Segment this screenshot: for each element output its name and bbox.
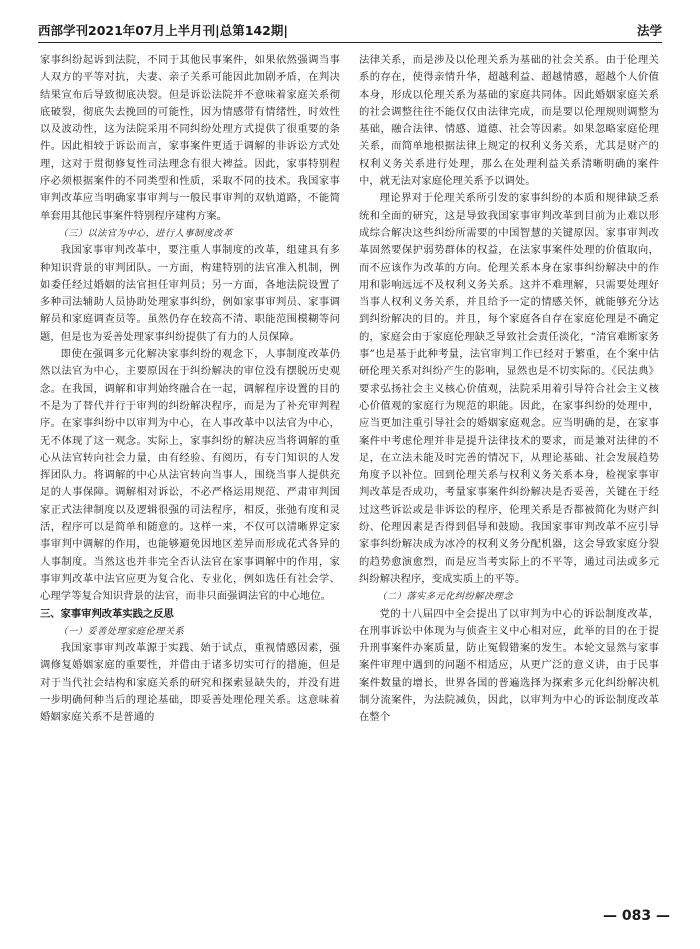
paragraph: 我国家事审判改革源于实践、始于试点，重视情感因素，强调修复婚姻家庭的重要性，并借由于诸多切实可行的措施，但是对于当代社会结构和家庭关系的研究和探索显缺失的，并没有进一步明确何种当后的理论基础，即妥善处理伦理关系。这意味着婚姻家庭关系不是普通的 [40,642,340,724]
paragraph: 家事纠纷起诉到法院，不同于其他民事案件，如果依然强调当事人双方的平等对抗，夫妻、亲子关系可能因此加剧矛盾，在判决结果宣布后导致彻底决裂。但是诉讼法院并不意味着家庭关系彻底破裂，彻底失去挽回的可能性，因为情感带有情绪性，时效性以及波动性，这为法院采用不同纠纷处理方式提供了很重要的条件。因此相较于诉讼而言，家事案件更适于调解的非诉讼方式处理，这对于贯彻修复性司法理念有很大裨益。因此，家事特别程序必须根据案件的不同类型和性质，采取不同的技术。我国家事审判改革应当明确家事审判与一般民事审判的双轨道路，不能简单套用其他民事案件特别程序建构方案。 [40,54,340,222]
right-column [359,52,659,900]
subsection-heading: （二）落实多元化纠纷解决理念 [377,591,514,603]
journal-title: 西部学刊2021年07月上半月刊|总第142期| [38,23,288,38]
section-heading: 三、家事审判改革实践之反思 [40,607,174,620]
subsection-heading: （一）妥善处理家庭伦理关系 [58,625,185,637]
page-number: — 083 — [603,908,670,924]
left-column [40,52,340,900]
paragraph: 我国家事审判改革中，要注重人事制度的改革，组建具有多种知识背景的审判团队。一方面，构建特别的法官准入机制，例如委任经过婚姻的法官担任审判员；另一方面，各地法院设置了多种司法辅助人员协助处理家事纠纷，例如家事审判员、家事调解员和家庭调查员等。虽然仍存在较高不清、职能范围模糊等问题，但是也为妥善处理家事纠纷提供了有力的人员保障。 [40,244,340,343]
paragraph: 法律关系，而是涉及以伦理关系为基础的社会关系。由于伦理关系的存在，使得亲情升华，超越利益、超越情感，超越个人价值本身，形成以伦理关系为基础的家庭共同体。因此婚姻家庭关系的社会调整往往不能仅仅由法律完成，而是要以伦理规则调整为基础，融合法律、情感、道德、社会等因素。如果忽略家庭伦理关系，而简单地根据法律上规定的权利义务关系，尤其是财产的权利义务关系进行处理，那么在处理利益关系清晰明确的案件中，就无法对家庭伦理关系予以调处。 [359,54,659,188]
page-header [38,18,662,43]
subsection-heading: （三）以法官为中心，进行人事制度改革 [58,227,233,239]
paragraph: 即使在强调多元化解决家事纠纷的观念下，人事制度改革仍然以法官为中心，主要原因在于纠纷解决的审位没有摆脱历史观念。在我国，调解和审判始终融合在一起，调解程序设置的目的不是为了替代并行于审判的纠纷解决程序，而是为了补充审判程序。在家事纠纷中以审判为中心，在人事改革中以法官为中心，无不体现了这一观念。实际上，家事纠纷的解决应当将调解的重心从法官转向社会力量，由有经验、有阅历，有专门知识的人发挥团队力。将调解的中心从法官转向当事人，围绕当事人提供充足的人事保障。调解相对诉讼，不必严格运用规范、严肃审判国家正式法律制度以及逻辑很强的司法程序，相反，张弛有度和灵活，程序可以是简单和随意的。这样一来，不仅可以清晰界定家事审判中调解的作用，也能够避免因地区差异而形成花式各异的人事制度。当然这也并非完全否认法官在家事调解中的作用，家事审判改革中法官应更为复合化、专业化，例如选任有社会学、心理学等复合知识背景的法官，而非只面强调法官的中心地位。 [40,348,340,603]
section-label: 法学 [636,23,662,38]
paragraph: 理论界对于伦理关系所引发的家事纠纷的本质和规律缺乏系统和全面的研究，这是导致我国家事审判改革到目前为止难以形成综合解决这些纠纷所需要的中国智慧的关键原因。家事审判改革固然要保护弱势群体的权益，在法家事案件处理的价值取向，而不应该作为改革的方向。伦理关系本身在家事纠纷解决中的作用和影响远远不及权利义务关系。这并不难理解，只需要处理好当事人权利义务关系，并且给予一定的情感关怀，就能够充分达到纠纷解决的目的。并且，每个家庭各自存在家庭伦理是不确定的，家庭会由于家庭伦理缺乏导致社会责任淡化，“清官难断家务事”也是基于此种考量，法官审判工作已经对于繁重，在个案中估研伦理关系对纠纷产生的影响，显然也是不切实际的。《民法典》要求弘扬社会主义核心价值观，法院采用着引导符合社会主义核心价值观的家庭行为规范的职能。因此，在家事纠纷的处理中，应当更加注重引导社会的婚姻家庭观念。应当明确的是，在家事案件中考虑伦理并非是提升法律技术的要求，而是兼对法律的不足，在立法未能及时完善的情况下，从理论基础、社会发展趋势角度予以补位。回到伦理关系与权利义务关系本身，检视家事审判改革是否成功，考量家事案件纠纷解决是否妥善，关键在于经过这些诉讼或是非诉讼的程序，伦理关系是否都被简化为财产纠纷、伦理因素是否得到倡导和鼓励。我国家事审判改革不应引导家事纠纷解决成为冰冷的权利义务分配机器，这会导致家庭分裂的趋势愈演愈烈，而是应当考实际上的不平等，通过司法或多元纠纷解决程序，变成实质上的平等。 [359,192,659,585]
paragraph: 党的十八届四中全会提出了以审判为中心的诉讼制度改革，在刑事诉讼中体现为与侦查主义中心相对应，此举的目的在于提升刑事案件办案质量，防止冤假错案的发生。本轮文显然与家事案件审理中遇到的问题不相适应，从更广泛的意义讲，由于民事案件数量的增长，世界各国的普遍选择为探索多元化纠纷解决机制分流案件，为法院减负，因此，以审判为中心的诉讼制度改革在整个 [359,607,659,724]
